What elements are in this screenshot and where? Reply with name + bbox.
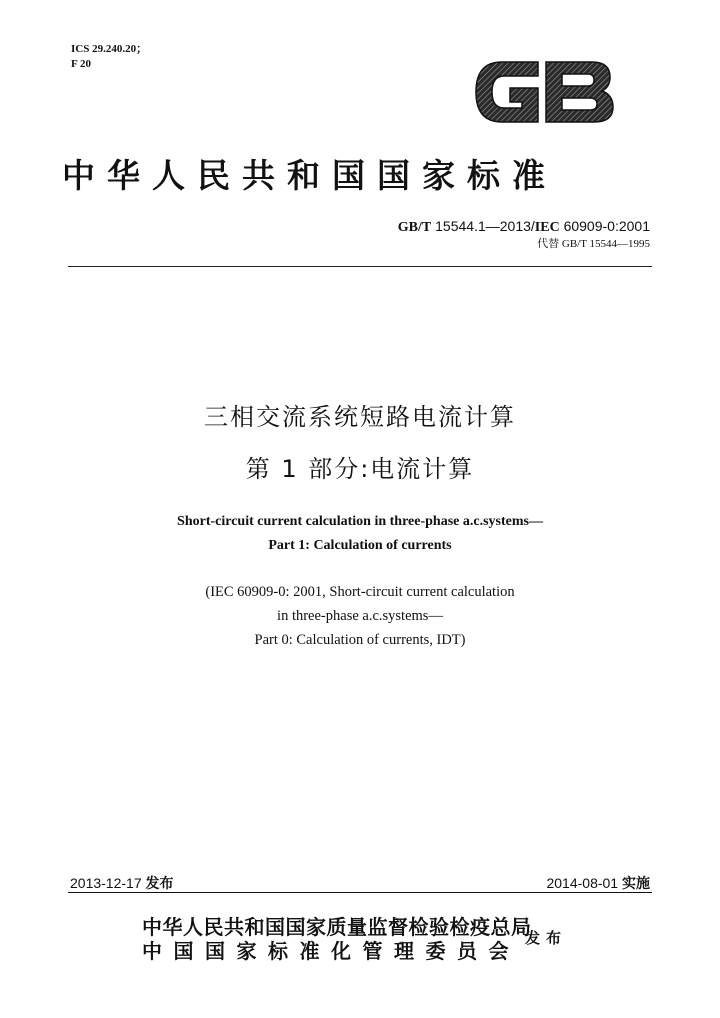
title-zh-line2: 第 1 部分:电流计算 bbox=[245, 455, 475, 483]
title-en-line2: Part 1: Calculation of currents bbox=[268, 538, 452, 553]
issuer-line2: 中国国家标准化管理委员会 bbox=[142, 939, 520, 963]
code-iec-prefix: IEC bbox=[534, 220, 560, 235]
replaces-note: 代替 GB/T 15544—1995 bbox=[537, 238, 650, 250]
bottom-divider bbox=[68, 892, 652, 893]
classification-block bbox=[71, 42, 147, 72]
publish-label: 发布 bbox=[525, 929, 568, 947]
iec-reference-line2: in three-phase a.c.systems— bbox=[277, 608, 443, 624]
ics-code: ICS 29.240.20； bbox=[71, 43, 148, 55]
iec-reference-line3: Part 0: Calculation of currents, IDT) bbox=[254, 632, 466, 648]
title-zh-line1: 三相交流系统短路电流计算 bbox=[204, 403, 516, 431]
category-code: F 20 bbox=[71, 58, 92, 70]
implement-date-label: 实施 bbox=[622, 876, 650, 892]
gb-standard-logo-icon bbox=[468, 52, 618, 132]
gb-logo bbox=[468, 52, 618, 132]
issue-date-label: 发布 bbox=[145, 876, 174, 892]
code-iec: 60909-0:2001 bbox=[563, 218, 650, 234]
implement-date-value: 2014-08-01 bbox=[546, 875, 619, 891]
issuer-line1: 中华人民共和国国家质量监督检验检疫总局 bbox=[142, 915, 532, 939]
issue-date-value: 2013-12-17 bbox=[70, 875, 142, 891]
implement-date bbox=[546, 873, 650, 893]
title-en-line1: Short-circuit current calculation in three-phase a.c.systems— bbox=[177, 514, 543, 529]
code-prefix: GB/T bbox=[397, 220, 432, 235]
top-divider bbox=[68, 266, 652, 267]
standard-code bbox=[398, 218, 650, 236]
national-standard-heading: 中华人民共和国国家标准 bbox=[62, 156, 557, 195]
code-number: 15544.1—2013/ bbox=[435, 218, 535, 234]
iec-reference-line1: (IEC 60909-0: 2001, Short-circuit current calculation bbox=[205, 584, 515, 600]
issue-date bbox=[70, 873, 174, 893]
